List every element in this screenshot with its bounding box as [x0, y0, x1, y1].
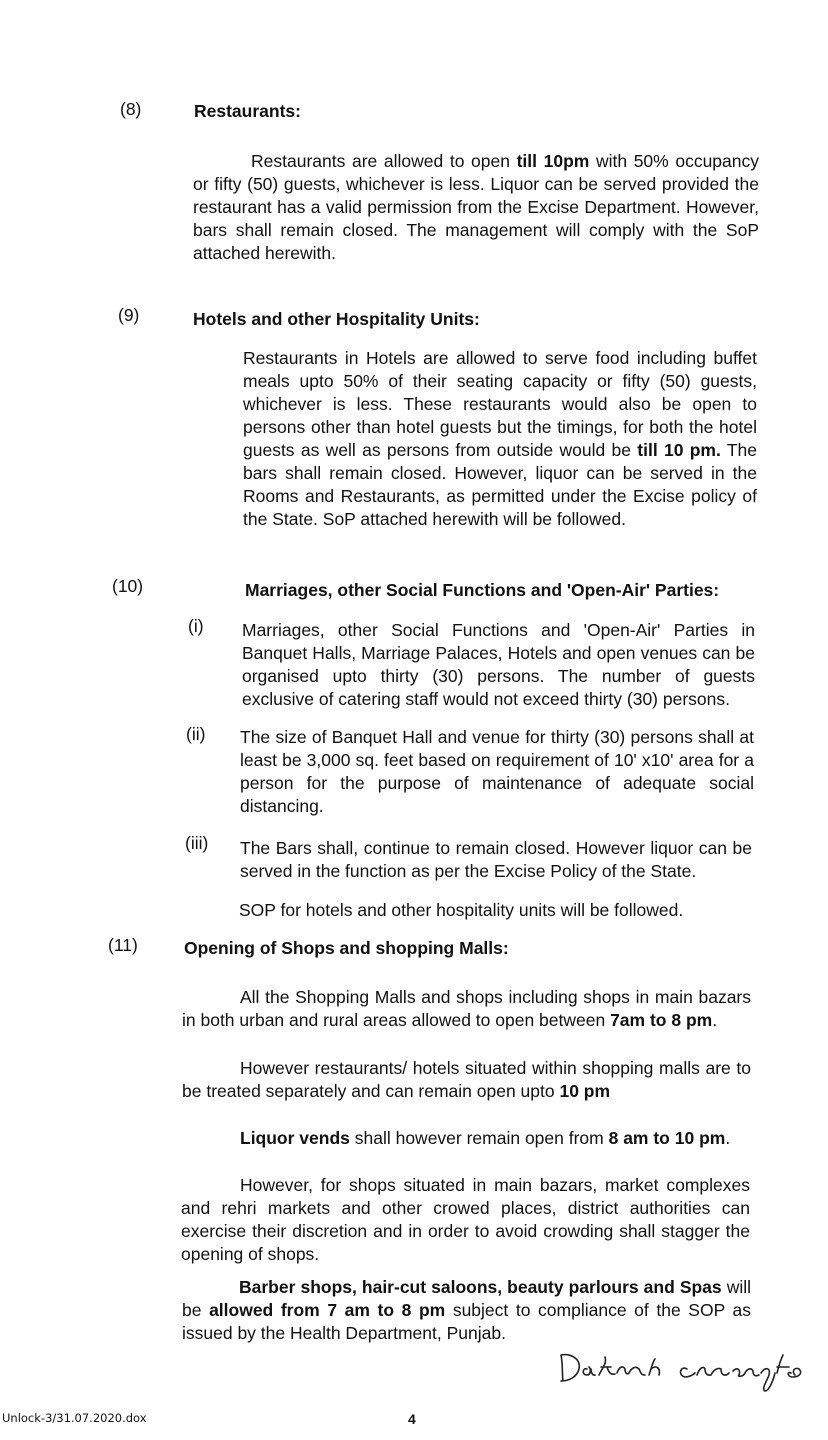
emphasis-text: till 10pm: [516, 151, 590, 171]
list-item-label: (iii): [185, 833, 209, 853]
footer-filename: Unlock-3/31.07.2020.dox: [2, 1411, 147, 1425]
section-paragraph: [182, 986, 751, 1032]
emphasis-text: till 10 pm.: [637, 440, 721, 460]
list-item-text: The size of Banquet Hall and venue for thirty (30) persons shall at least be 3,000 sq. feet based on requirement of 10' x10' area for a person for the purpose of maintenance of adequate social distancing.: [240, 727, 754, 816]
section-number: (10): [112, 576, 144, 596]
section-paragraph: [243, 347, 757, 531]
section-paragraph: [182, 1276, 751, 1345]
text-run: All the Shopping Malls and shops including shops in main bazars in both urban and rural areas allowed to open between: [182, 987, 751, 1030]
signature-drawing: [555, 1345, 810, 1393]
section-paragraph: [182, 1057, 751, 1103]
section-paragraph: [240, 1127, 755, 1150]
text-run: with 50% occupancy or fifty (50) guests, whichever is less. Liquor can be served provided the restaurant has a valid permission from the Excise Department. However, bars shall remain closed. The management will comply with the SoP attached herewith.: [193, 151, 759, 263]
emphasis-text: 8 am to 10 pm: [608, 1128, 726, 1148]
text-run: .: [712, 1010, 718, 1030]
list-item-text: Marriages, other Social Functions and 'Open-Air' Parties in Banquet Halls, Marriage Palaces, Hotels and open venues can be organised upto thirty (30) persons. The number of guests exclusive of catering staff would not exceed thirty (30) persons.: [242, 620, 755, 709]
emphasis-text: allowed from 7 am to 8 pm: [209, 1300, 446, 1320]
text-run: Restaurants are allowed to open: [251, 151, 517, 171]
list-item-label: (i): [188, 616, 204, 636]
text-run: However restaurants/ hotels situated within shopping malls are to be treated separately and can remain open upto: [182, 1058, 751, 1101]
text-run: Restaurants in Hotels are allowed to serve food including buffet meals upto 50% of their seating capacity or fifty (50) guests, whichever is less. These restaurants would also be open to persons other than hotel guests but the timings, for both the hotel guests as well as persons from outside would be: [243, 348, 757, 460]
text-run: .: [725, 1128, 731, 1148]
page-number: 4: [408, 1411, 416, 1427]
note-text: SOP for hotels and other hospitality units will be followed.: [239, 900, 684, 920]
section-number: (8): [120, 99, 142, 119]
section-heading: Hotels and other Hospitality Units:: [193, 309, 480, 329]
emphasis-text: 7am to 8 pm: [610, 1010, 713, 1030]
emphasis-text: Liquor vends: [240, 1128, 350, 1148]
list-item-label: (ii): [186, 724, 206, 744]
section-paragraph: [193, 150, 759, 265]
emphasis-text: Barber shops, hair-cut saloons, beauty parlours and Spas: [239, 1277, 722, 1297]
text-run: The bars shall remain closed. However, liquor can be served in the Rooms and Restaurants, as permitted under the Excise policy of the State. SoP attached herewith will be followed.: [243, 440, 757, 529]
list-item-text: The Bars shall, continue to remain closed. However liquor can be served in the function as per the Excise Policy of the State.: [240, 838, 752, 881]
section-paragraph: However, for shops situated in main bazars, market complexes and rehri markets and other crowed places, district authorities can exercise their discretion and in order to avoid crowding shall stagger the opening of shops.: [181, 1175, 750, 1264]
section-number: (11): [108, 935, 138, 955]
handwritten-signature: [555, 1345, 810, 1393]
section-heading: Marriages, other Social Functions and 'Open-Air' Parties:: [245, 580, 720, 600]
emphasis-text: 10 pm: [559, 1081, 611, 1101]
text-run: shall however remain open from: [349, 1128, 609, 1148]
section-number: (9): [118, 305, 140, 325]
text-run: will be: [182, 1277, 752, 1320]
text-run: subject to compliance of the SOP as issued by the Health Department, Punjab.: [182, 1300, 751, 1343]
section-heading: Restaurants:: [194, 101, 301, 121]
section-heading: Opening of Shops and shopping Malls:: [184, 938, 509, 958]
